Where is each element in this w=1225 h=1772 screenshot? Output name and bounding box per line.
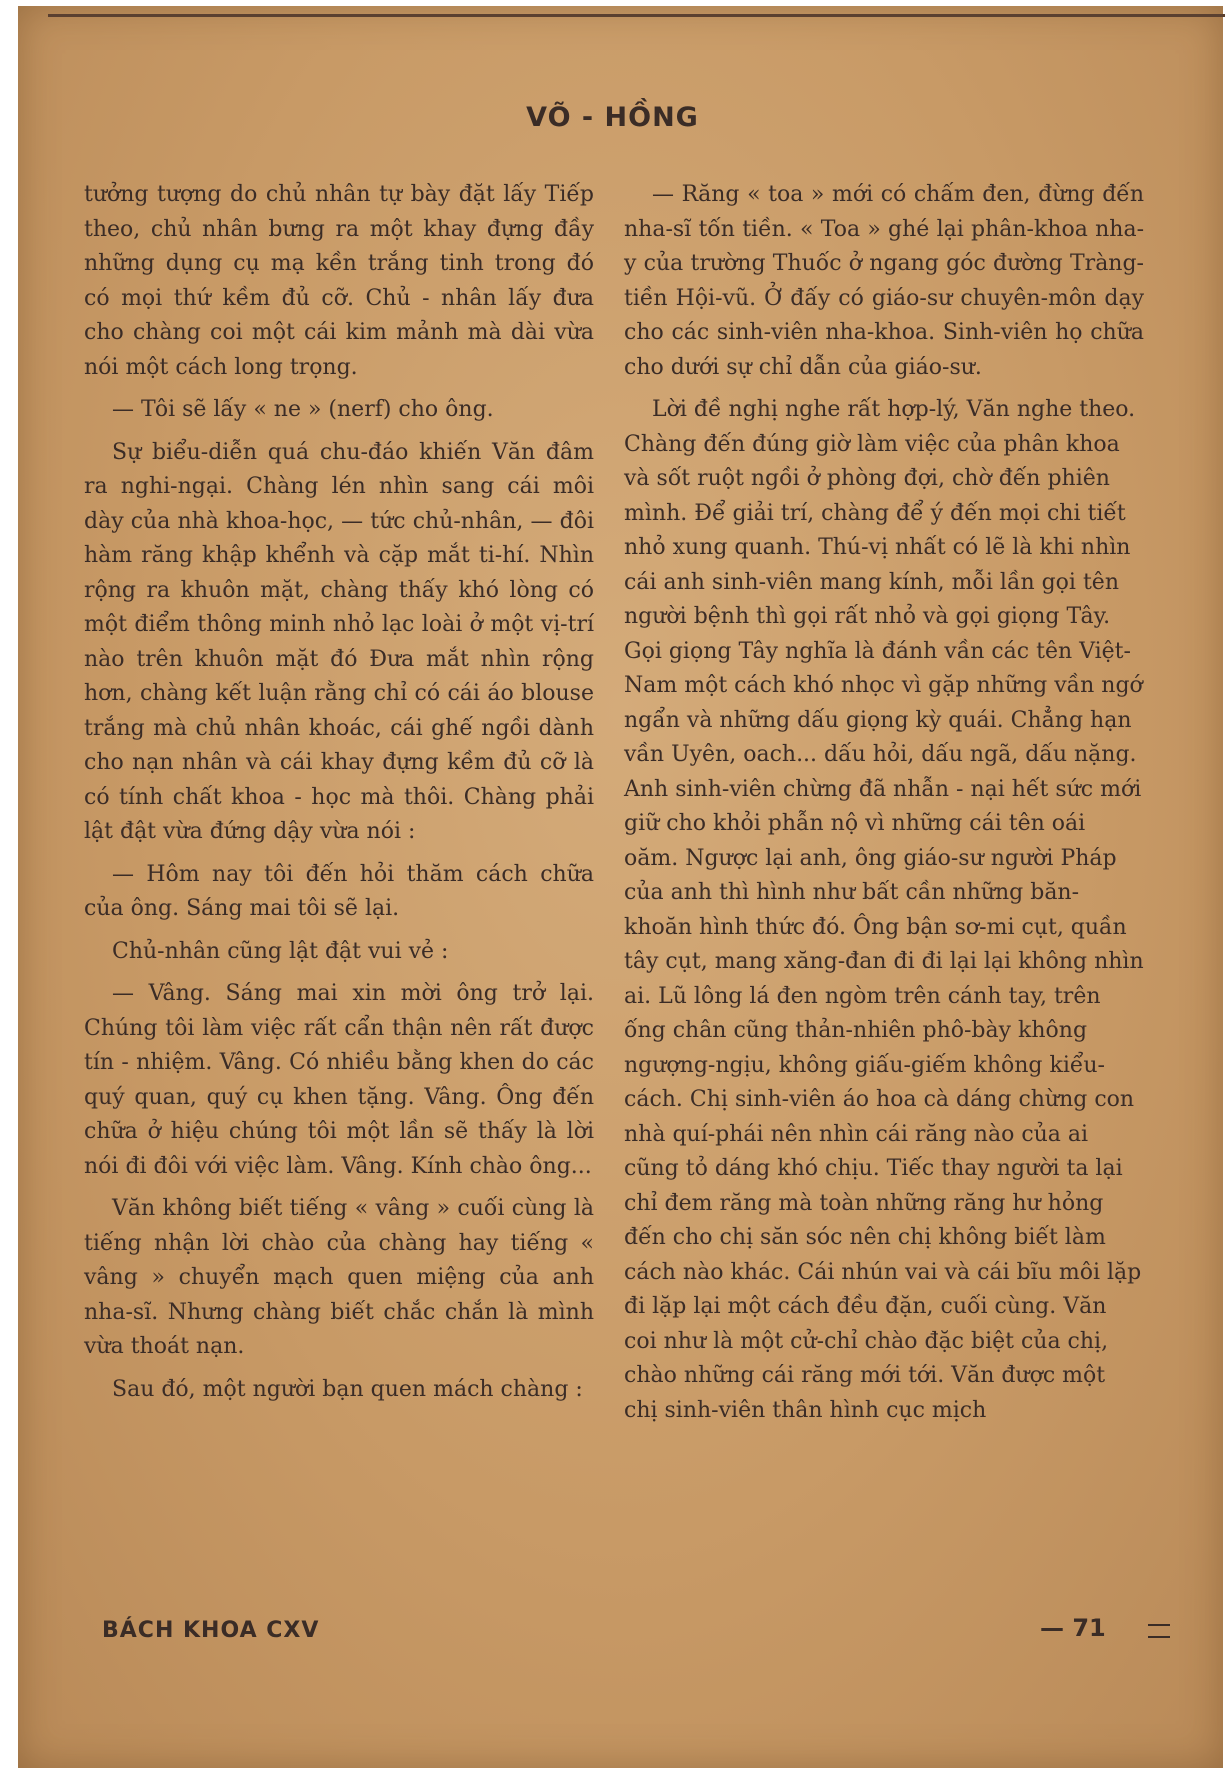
footer-rule-top [1148, 1624, 1170, 1626]
paragraph: Sự biểu-diễn quá chu-đáo khiến Văn đâm ra nghi-ngại. Chàng lén nhìn sang cái môi dày của nhà khoa-học, — tức chủ-nhân, — đôi hàm răng khập khểnh và cặp mắt ti-hí. Nhìn rộng ra khuôn mặt, chàng thấy khó lòng có một điểm thông minh nhỏ lạc loài ở một vị-trí nào trên khuôn mặt đó Đưa mắt nhìn rộng hơn, chàng kết luận rằng chỉ có cái áo blouse trắng mà chủ nhân khoác, cái ghế ngồi dành cho nạn nhân và cái khay đựng kềm đủ cỡ là có tính chất khoa - học mà thôi. Chàng phải lật đật vừa đứng dậy vừa nói : [84, 439, 594, 844]
paragraph: Văn không biết tiếng « vâng » cuối cùng là tiếng nhận lời chào của chàng hay tiếng « vâng » chuyển mạch quen miệng của anh nha-sĩ. Nhưng chàng biết chắc chắn là mình vừa thoát nạn. [84, 1196, 594, 1359]
left-column [84, 178, 594, 1415]
paragraph: — Vâng. Sáng mai xin mời ông trở lại. Chúng tôi làm việc rất cẩn thận nên rất được tín - nhiệm. Vâng. Có nhiều bằng khen do các quý quan, quý cụ khen tặng. Vâng. Ông đến chữa ở hiệu chúng tôi một lần sẽ thấy là lời nói đi đôi với việc làm. Vâng. Kính chào ông... [84, 981, 594, 1179]
page-number: — 71 [1040, 1614, 1106, 1642]
paragraph: Lời đề nghị nghe rất hợp-lý, Văn nghe theo. Chàng đến đúng giờ làm việc của phân khoa và sốt ruột ngồi ở phòng đợi, chờ đến phiên mình. Để giải trí, chàng để ý đến mọi chi tiết nhỏ xung quanh. Thú-vị nhất có lẽ là khi nhìn cái anh sinh-viên mang kính, mỗi lần gọi tên người bệnh thì gọi rất nhỏ và gọi giọng Tây. Gọi giọng Tây nghĩa là đánh vần các tên Việt-Nam một cách khó nhọc vì gặp những vần ngớ ngẩn và những dấu giọng kỳ quái. Chẳng hạn vần Uyên, oach... dấu hỏi, dấu ngã, dấu nặng. Anh sinh-viên chừng đã nhẫn - nại hết sức mới giữ cho khỏi phẫn nộ vì những cái tên oái oăm. Ngược lại anh, ông giáo-sư người Pháp của anh thì hình như bất cần những băn-khoăn hình thức đó. Ông bận sơ-mi cụt, quần tây cụt, mang xăng-đan đi đi lại lại không nhìn ai. Lũ lông lá đen ngòm trên cánh tay, trên ống chân cũng thản-nhiên phô-bày không ngượng-ngịu, không giấu-giếm không kiểu-cách. Chị sinh-viên áo hoa cà dáng chừng con nhà quí-phái nên nhìn cái răng nào của ai cũng tỏ dáng khó chịu. Tiếc thay người ta lại chỉ đem răng mà toàn những răng hư hỏng đến cho chị săn sóc nên chị không biết làm cách nào khác. Cái nhún vai và cái bĩu môi lặp đi lặp lại một cách đều đặn, cuối cùng. Văn coi như là một cử-chỉ chào đặc biệt của chị, chào những cái răng mới tới. Văn được một chị sinh-viên thân hình cục mịch [624, 397, 1144, 1423]
top-border-line [48, 14, 1225, 17]
right-column [624, 178, 1144, 1436]
paragraph: — Răng « toa » mới có chấm đen, đừng đến nha-sĩ tốn tiền. « Toa » ghé lại phân-khoa nha-y của trường Thuốc ở ngang góc đường Tràng-tiền Hội-vũ. Ở đấy có giáo-sư chuyên-môn dạy cho các sinh-viên nha-khoa. Sinh-viên họ chữa cho dưới sự chỉ dẫn của giáo-sư. [624, 182, 1144, 380]
paragraph: Chủ-nhân cũng lật đật vui vẻ : [112, 938, 449, 964]
paragraph: Sau đó, một người bạn quen mách chàng : [112, 1376, 583, 1402]
footer-rule-bottom [1148, 1636, 1170, 1638]
running-header: VÕ - HỒNG [526, 102, 699, 133]
magazine-title: BÁCH KHOA CXV [102, 1618, 320, 1643]
paragraph: — Tôi sẽ lấy « ne » (nerf) cho ông. [112, 397, 494, 422]
paragraph: tưởng tượng do chủ nhân tự bày đặt lấy Tiếp theo, chủ nhân bưng ra một khay đựng đầy những dụng cụ mạ kền trắng tinh trong đó có mọi thứ kềm đủ cỡ. Chủ - nhân lấy đưa cho chàng coi một cái kim mảnh mà dài vừa nói một cách long trọng. [84, 182, 594, 380]
paragraph: — Hôm nay tôi đến hỏi thăm cách chữa của ông. Sáng mai tôi sẽ lại. [84, 861, 594, 921]
